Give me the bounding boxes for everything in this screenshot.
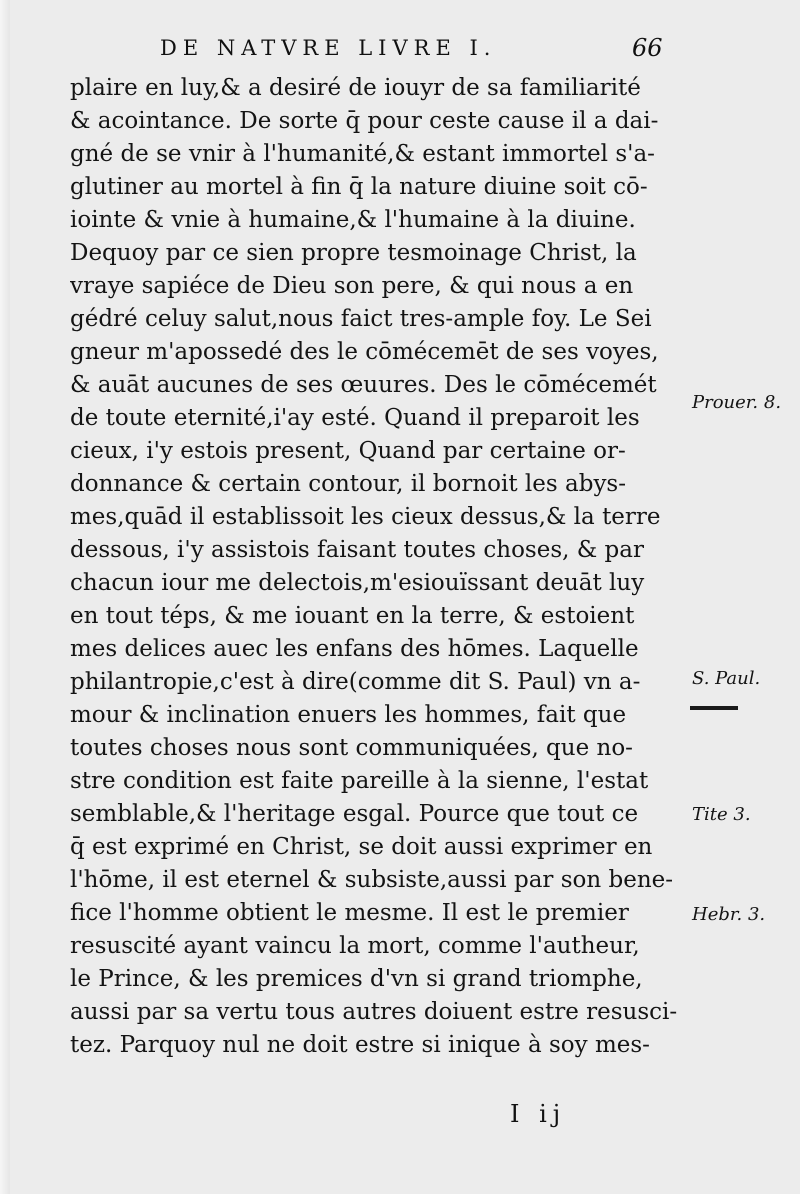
text-line: de toute eternité,i'ay esté. Quand il preparoit les bbox=[70, 405, 640, 431]
margin-note-tite: Tite 3. bbox=[692, 804, 751, 825]
text-line: & auāt aucunes de ses œuures. Des le cōmécemét bbox=[70, 372, 657, 398]
text-line: dessous, i'y assistois faisant toutes choses, & par bbox=[70, 537, 644, 563]
text-line: fice l'homme obtient le mesme. Il est le premier bbox=[70, 900, 629, 926]
text-line: iointe & vnie à humaine,& l'humaine à la diuine. bbox=[70, 207, 636, 233]
text-line: en tout téps, & me iouant en la terre, & estoient bbox=[70, 603, 635, 629]
margin-note-hebr: Hebr. 3. bbox=[692, 904, 766, 925]
text-line: toutes choses nous sont communiquées, que no- bbox=[70, 735, 633, 761]
text-line: mes delices auec les enfans des hōmes. Laquelle bbox=[70, 636, 639, 662]
text-line: semblable,& l'heritage esgal. Pource que tout ce bbox=[70, 801, 639, 827]
margin-note-paul: S. Paul. bbox=[692, 668, 761, 689]
text-line: gné de se vnir à l'humanité,& estant immortel s'a- bbox=[70, 141, 655, 167]
text-line: donnance & certain contour, il bornoit les abys- bbox=[70, 471, 627, 497]
text-line: plaire en luy,& a desiré de iouyr de sa familiarité bbox=[70, 75, 641, 101]
text-line: glutiner au mortel à fin q̄ la nature diuine soit cō- bbox=[70, 174, 648, 200]
text-line: philantropie,c'est à dire(comme dit S. Paul) vn a- bbox=[70, 669, 641, 695]
text-line: gneur m'apossedé des le cōmécemēt de ses voyes, bbox=[70, 339, 659, 365]
margin-rule bbox=[690, 706, 738, 710]
text-line: stre condition est faite pareille à la sienne, l'estat bbox=[70, 768, 649, 794]
text-line: l'hōme, il est eternel & subsiste,aussi par son bene- bbox=[70, 867, 674, 893]
text-line: mour & inclination enuers les hommes, fait que bbox=[70, 702, 627, 728]
text-line: q̄ est exprimé en Christ, se doit aussi exprimer en bbox=[70, 834, 653, 860]
text-line: chacun iour me delectois,m'esiouïssant deuāt luy bbox=[70, 570, 645, 596]
margin-note-prouer: Prouer. 8. bbox=[692, 392, 782, 413]
text-line: vraye sapiéce de Dieu son pere, & qui nous a en bbox=[70, 273, 634, 299]
text-line: Dequoy par ce sien propre tesmoinage Christ, la bbox=[70, 240, 637, 266]
text-line: & acointance. De sorte q̄ pour ceste cause il a dai- bbox=[70, 108, 659, 134]
text-line: aussi par sa vertu tous autres doiuent estre resusci- bbox=[70, 999, 678, 1025]
text-line: cieux, i'y estois present, Quand par certaine or- bbox=[70, 438, 626, 464]
text-line: le Prince, & les premices d'vn si grand triomphe, bbox=[70, 966, 643, 992]
running-head: DE NATVRE LIVRE I. bbox=[160, 36, 497, 60]
text-line: gédré celuy salut,nous faict tres-ample foy. Le Sei bbox=[70, 306, 652, 332]
signature-mark: I ij bbox=[510, 1100, 567, 1128]
main-text-block bbox=[70, 72, 682, 1062]
scan-edge bbox=[0, 0, 10, 1194]
text-line: resuscité ayant vaincu la mort, comme l'autheur, bbox=[70, 933, 640, 959]
text-line: tez. Parquoy nul ne doit estre si inique à soy mes- bbox=[70, 1032, 650, 1058]
page-number: 66 bbox=[632, 34, 663, 62]
text-line: mes,quād il establissoit les cieux dessus,& la terre bbox=[70, 504, 661, 530]
